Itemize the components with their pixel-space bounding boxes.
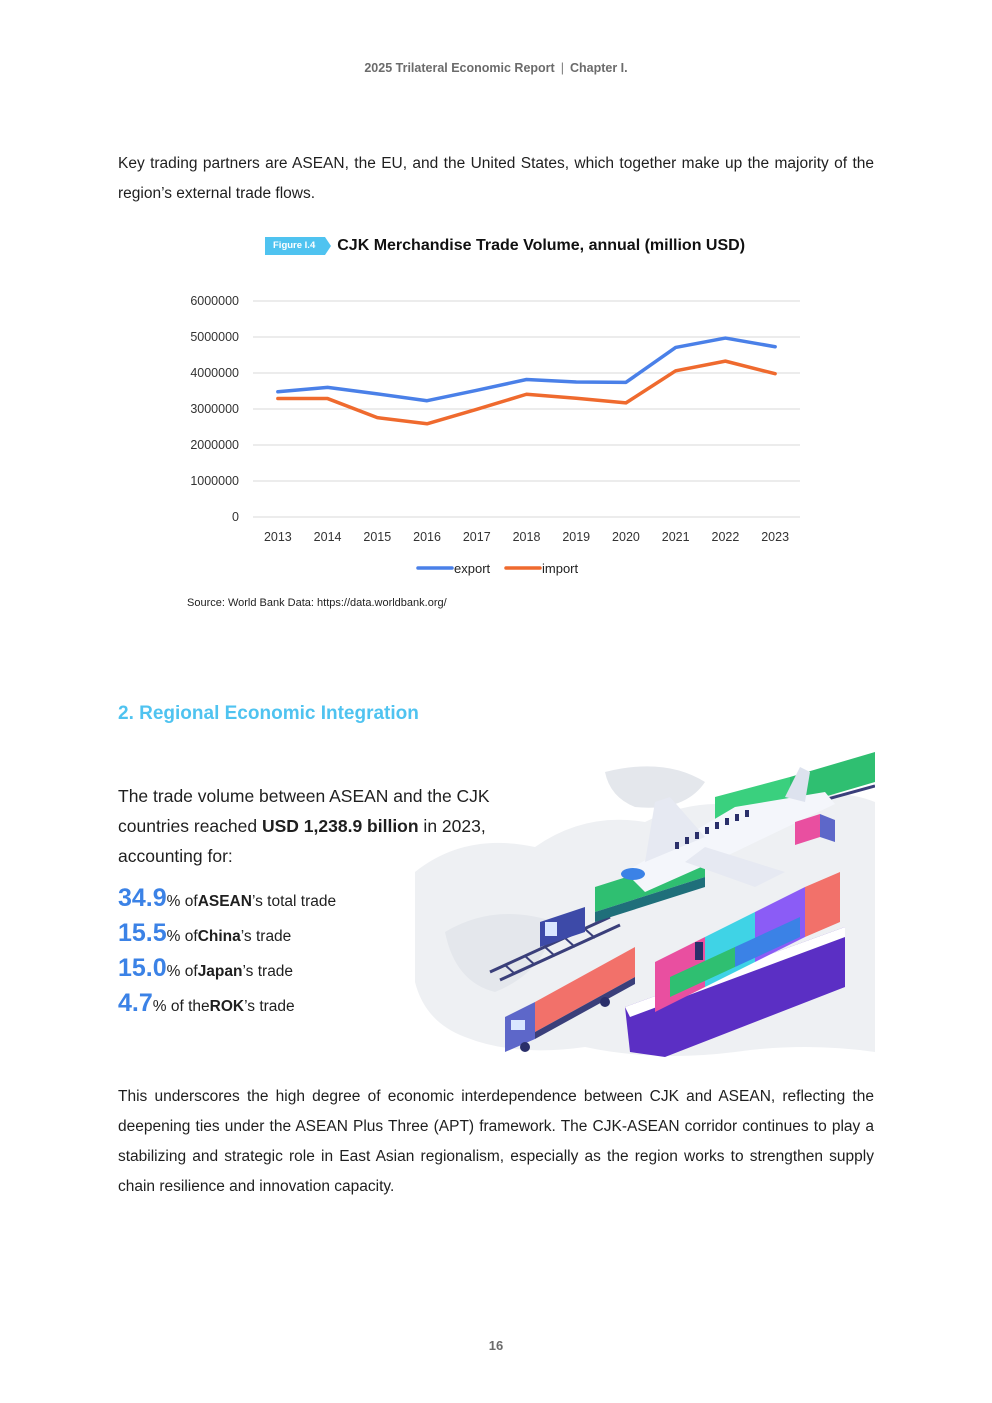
intro-paragraph: Key trading partners are ASEAN, the EU, and the United States, which together make up the majority of the region’s external trade flows. bbox=[118, 155, 874, 202]
x-tick-label: 2013 bbox=[263, 530, 292, 544]
header-separator: | bbox=[560, 61, 564, 75]
trade-logistics-illustration bbox=[405, 752, 875, 1062]
stat-suffix: ’s total trade bbox=[251, 893, 337, 910]
x-tick-label: 2014 bbox=[313, 530, 342, 544]
figure-title-text: CJK Merchandise Trade Volume, annual (million USD) bbox=[337, 237, 746, 254]
stat-entity: ROK bbox=[209, 998, 245, 1015]
trade-share-stats bbox=[118, 884, 336, 1024]
y-tick-label: 2000000 bbox=[190, 438, 239, 452]
stat-china bbox=[118, 919, 336, 954]
stat-prefix: % of bbox=[166, 893, 198, 910]
chapter-label: Chapter I. bbox=[569, 61, 628, 75]
figure-badge: Figure I.4 bbox=[265, 237, 325, 255]
stat-entity: ASEAN bbox=[197, 893, 252, 910]
stat-suffix: ’s trade bbox=[242, 963, 294, 980]
stat-prefix: % of bbox=[166, 963, 198, 980]
stat-asean bbox=[118, 884, 336, 919]
series-line-import bbox=[278, 361, 775, 424]
x-tick-label: 2017 bbox=[462, 530, 491, 544]
section-title: 2. Regional Economic Integration bbox=[118, 703, 419, 724]
y-tick-label: 4000000 bbox=[190, 366, 239, 380]
stat-suffix: ’s trade bbox=[240, 928, 292, 945]
intro-text-after: in 2023, accounting for: bbox=[118, 816, 486, 866]
stat-japan bbox=[118, 954, 336, 989]
x-tick-label: 2020 bbox=[612, 530, 640, 544]
y-tick-label: 6000000 bbox=[190, 294, 239, 308]
x-tick-label: 2019 bbox=[562, 530, 591, 544]
y-tick-label: 3000000 bbox=[190, 402, 239, 416]
y-tick-label: 0 bbox=[232, 510, 239, 524]
report-year-title: 2025 Trilateral Economic Report bbox=[364, 61, 555, 75]
stat-prefix: % of bbox=[166, 928, 198, 945]
legend-label-import: import bbox=[542, 561, 579, 576]
x-tick-label: 2023 bbox=[761, 530, 790, 544]
figure-source: Source: World Bank Data: https://data.worldbank.org/ bbox=[187, 597, 447, 609]
closing-paragraph: This underscores the high degree of economic interdependence between CJK and ASEAN, reflecting the deepening ties under the ASEAN Plus Three (APT) framework. The CJK-ASEAN corridor continues to play a stabilizing and strategic role in East Asian regionalism, especially as the region works to strengthen supply chain resilience and innovation capacity. bbox=[118, 1088, 874, 1195]
stat-entity: Japan bbox=[197, 963, 243, 980]
x-tick-label: 2022 bbox=[711, 530, 740, 544]
intro-text-before: The trade volume between ASEAN and the CJK countries reached bbox=[118, 786, 490, 836]
x-tick-label: 2018 bbox=[512, 530, 541, 544]
stat-prefix: % of the bbox=[152, 998, 210, 1015]
trade-volume-line-chart bbox=[180, 285, 810, 585]
y-tick-label: 5000000 bbox=[190, 330, 239, 344]
page-header bbox=[0, 61, 992, 75]
stat-value: 15.0 bbox=[118, 954, 167, 982]
page-number: 16 bbox=[488, 1338, 504, 1353]
y-tick-label: 1000000 bbox=[190, 474, 239, 488]
intro-trade-value: USD 1,238.9 billion bbox=[261, 816, 419, 836]
stat-value: 15.5 bbox=[118, 919, 167, 947]
x-tick-label: 2016 bbox=[413, 530, 441, 544]
stat-value: 34.9 bbox=[118, 884, 167, 912]
stat-suffix: ’s trade bbox=[244, 998, 295, 1015]
stat-value: 4.7 bbox=[118, 989, 153, 1017]
legend-label-export: export bbox=[454, 561, 491, 576]
stat-rok bbox=[118, 989, 336, 1024]
x-tick-label: 2015 bbox=[363, 530, 392, 544]
series-line-export bbox=[278, 338, 775, 401]
x-tick-label: 2021 bbox=[661, 530, 690, 544]
stat-entity: China bbox=[197, 928, 241, 945]
figure-title bbox=[265, 237, 745, 255]
